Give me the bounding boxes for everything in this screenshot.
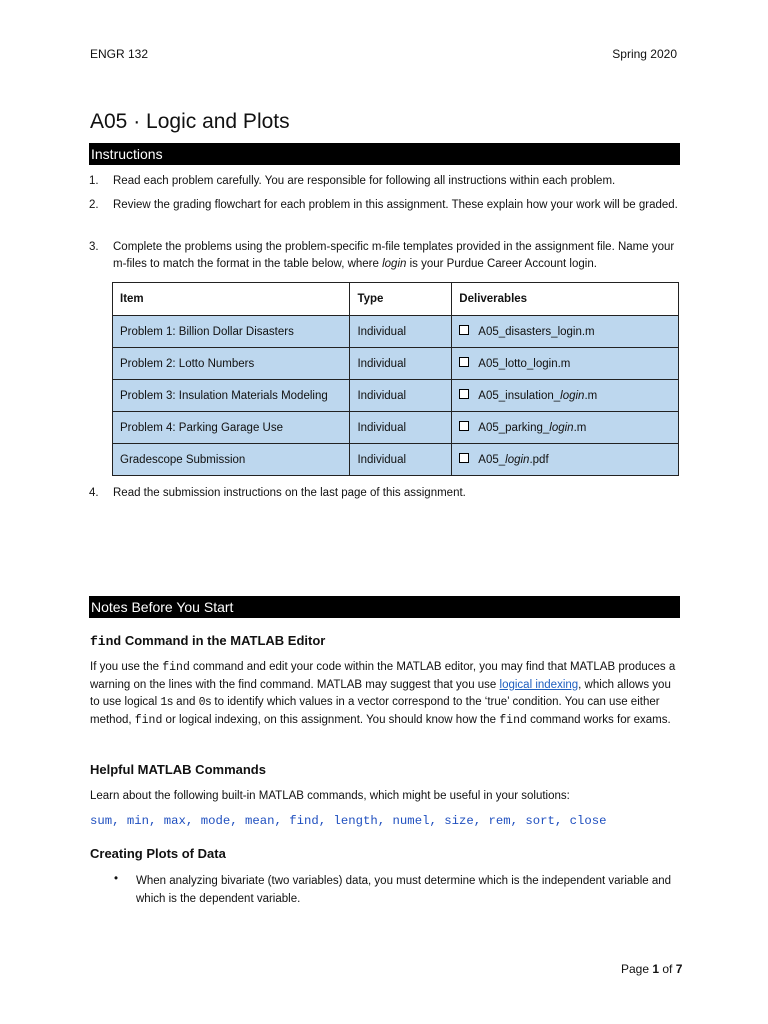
checkbox-icon xyxy=(459,453,469,463)
table-row xyxy=(113,316,679,348)
item-text: Review the grading flowchart for each problem in this assignment. These explain how your work will be graded. xyxy=(113,199,678,211)
cell-item: Problem 2: Lotto Numbers xyxy=(113,348,350,380)
cell-deliverable: A05_login.pdf xyxy=(452,444,679,476)
table-row xyxy=(113,412,679,444)
item-text: Read each problem carefully. You are responsible for following all instructions within each problem. xyxy=(113,175,616,187)
cell-item: Problem 4: Parking Garage Use xyxy=(113,412,350,444)
col-header-item: Item xyxy=(113,283,350,316)
table-row xyxy=(113,444,679,476)
term: Spring 2020 xyxy=(612,47,677,61)
bullet-icon: • xyxy=(114,873,119,885)
table-header-row xyxy=(113,283,679,316)
checkbox-icon xyxy=(459,389,469,399)
cell-type: Individual xyxy=(350,316,452,348)
cell-type: Individual xyxy=(350,348,452,380)
cell-deliverable: A05_disasters_login.m xyxy=(452,316,679,348)
plots-section-title: Creating Plots of Data xyxy=(90,846,226,861)
table-row xyxy=(113,380,679,412)
cell-item: Problem 1: Billion Dollar Disasters xyxy=(113,316,350,348)
item-number: 1. xyxy=(89,175,99,187)
course-code: ENGR 132 xyxy=(90,47,149,61)
item-number: 3. xyxy=(89,241,99,253)
cell-deliverable: A05_lotto_login.m xyxy=(452,348,679,380)
checkbox-icon xyxy=(459,357,469,367)
notes-heading: Notes Before You Start xyxy=(89,596,680,618)
instructions-heading: Instructions xyxy=(89,143,680,165)
cell-type: Individual xyxy=(350,444,452,476)
col-header-type: Type xyxy=(350,283,452,316)
instruction-item-3 xyxy=(89,239,679,273)
cell-deliverable: A05_parking_login.m xyxy=(452,412,679,444)
cell-type: Individual xyxy=(350,380,452,412)
cell-item: Problem 3: Insulation Materials Modeling xyxy=(113,380,350,412)
cell-type: Individual xyxy=(350,412,452,444)
logical-indexing-link[interactable]: logical indexing xyxy=(499,678,579,691)
instruction-item-1 xyxy=(89,173,679,190)
cell-deliverable: A05_insulation_login.m xyxy=(452,380,679,412)
helpful-commands-title: Helpful MATLAB Commands xyxy=(90,762,266,777)
item-number: 4. xyxy=(89,487,99,499)
instruction-item-2 xyxy=(89,197,679,214)
item-text: Complete the problems using the problem-specific m-file templates provided in the assignment file. Name your m-files to match the format in the table below, where login is your Purdue Career Account login. xyxy=(113,241,675,270)
command-list: sum, min, max, mode, mean, find, length, numel, size, rem, sort, close xyxy=(90,814,607,828)
instruction-item-4 xyxy=(89,485,679,502)
plots-bullet-text: When analyzing bivariate (two variables) data, you must determine which is the independent variable and which is the dependent variable. xyxy=(136,875,672,905)
table-row xyxy=(113,348,679,380)
item-text: Read the submission instructions on the last page of this assignment. xyxy=(113,487,466,499)
item-number: 2. xyxy=(89,199,99,211)
cell-item: Gradescope Submission xyxy=(113,444,350,476)
find-paragraph: If you use the find command and edit your code within the MATLAB editor, you may find that MATLAB produces a warning on the lines with the find command. MATLAB may suggest that you use logical indexing, which allows you to use logical 1s and 0s to identify which values in a vector correspond to the ‘true’ condition. You can use either method, find or logical indexing, on this assignment. You should know how the find command works for exams. xyxy=(90,661,676,727)
checkbox-icon xyxy=(459,421,469,431)
deliverables-table xyxy=(112,282,679,476)
helpful-commands-intro: Learn about the following built-in MATLAB commands, which might be useful in your solutions: xyxy=(90,790,570,802)
checkbox-icon xyxy=(459,325,469,335)
col-header-deliverables: Deliverables xyxy=(452,283,679,316)
page-number: Page 1 of 7 xyxy=(621,962,683,976)
find-section-title: find Command in the MATLAB Editor xyxy=(90,633,326,649)
page-title: A05 · Logic and Plots xyxy=(90,110,290,133)
